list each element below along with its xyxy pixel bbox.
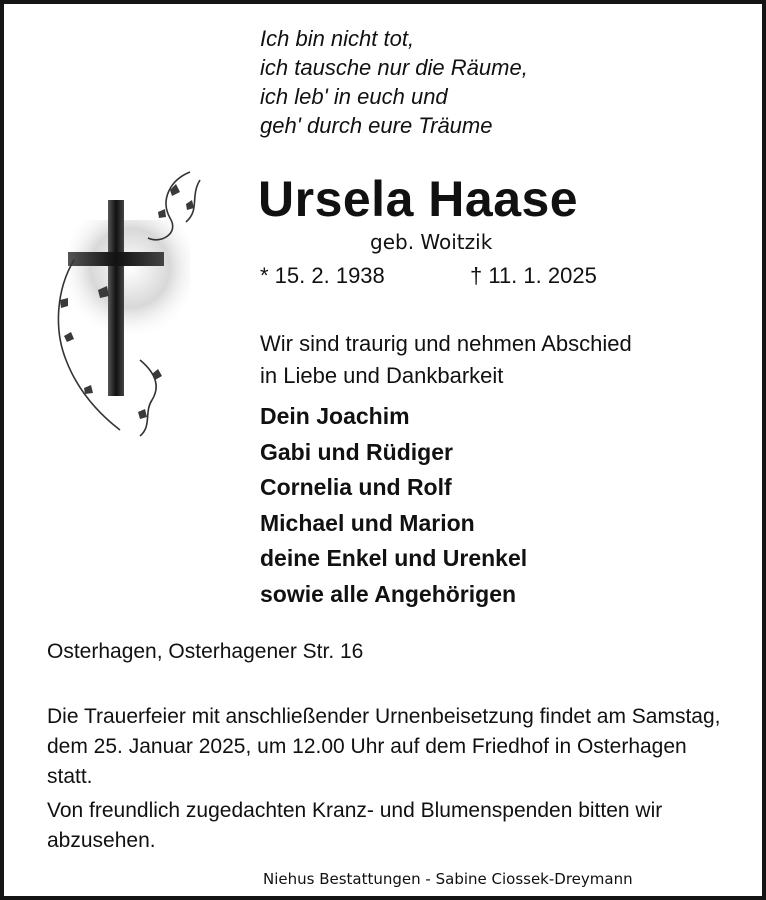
farewell-text [260, 328, 632, 392]
mourner-line: Michael und Marion [260, 509, 475, 536]
birth-name: geb. Woitzik [370, 230, 493, 254]
cross-with-ivy-icon [40, 160, 230, 450]
farewell-line: Wir sind traurig und nehmen Abschied [260, 331, 632, 356]
mourner-line: deine Enkel und Urenkel [260, 545, 528, 572]
poem-line: ich leb' in euch und [260, 84, 448, 109]
poem-line: geh' durch eure Träume [260, 113, 493, 138]
flowers-note: Von freundlich zugedachten Kranz- und Blumenspenden bitten wir abzusehen. [47, 799, 663, 852]
mourners-list [260, 399, 527, 613]
mourner-line: Gabi und Rüdiger [260, 438, 453, 465]
ceremony-info: Die Trauerfeier mit anschließender Urnenbeisetzung findet am Samstag, dem 25. Januar 2025, um 12.00 Uhr auf dem Friedhof in Osterhagen statt. [47, 705, 721, 788]
poem-line: Ich bin nicht tot, [260, 26, 415, 51]
death-date: † 11. 1. 2025 [470, 263, 597, 288]
deceased-name: Ursela Haase [258, 171, 579, 227]
farewell-line: in Liebe und Dankbarkeit [260, 363, 504, 388]
funeral-home: Niehus Bestattungen - Sabine Ciossek-Dreymann [263, 870, 633, 888]
mourner-line: Cornelia und Rolf [260, 474, 452, 501]
poem-line: ich tausche nur die Räume, [260, 55, 528, 80]
address: Osterhagen, Osterhagener Str. 16 [47, 640, 364, 663]
mourner-line: sowie alle Angehörigen [260, 580, 517, 607]
mourner-line: Dein Joachim [260, 403, 410, 429]
poem [260, 24, 528, 140]
birth-date: * 15. 2. 1938 [260, 263, 385, 288]
